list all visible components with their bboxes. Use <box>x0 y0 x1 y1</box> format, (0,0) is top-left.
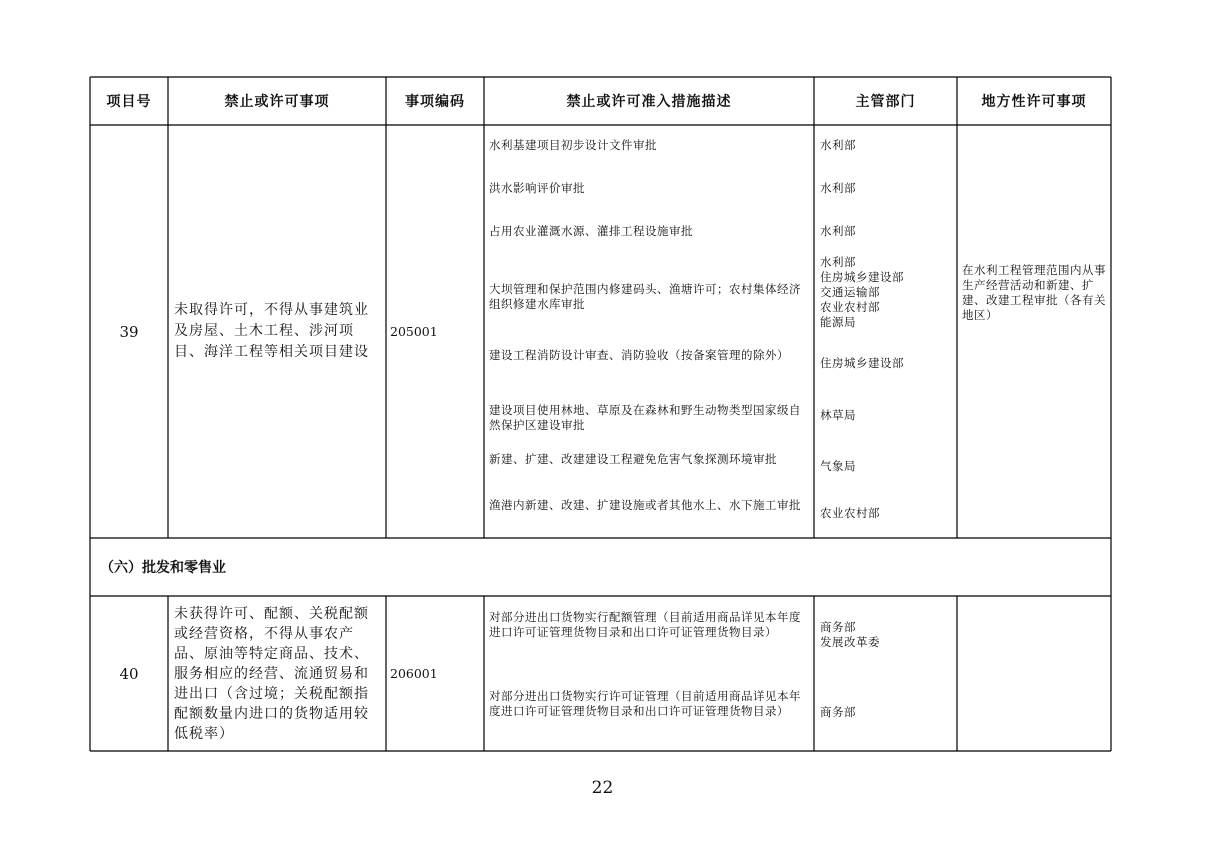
row-39-measure-2: 洪水影响评价审批 <box>489 181 585 195</box>
row-39-measure-8: 渔港内新建、改建、扩建设施或者其他水上、水下施工审批 <box>489 498 801 512</box>
row-40-measure-2: 对部分进出口货物实行许可证管理（目前适用商品详见本年度进口许可证管理货物目录和出口许可证管理货物目录） <box>489 689 801 718</box>
row-39-measure-1: 水利基建项目初步设计文件审批 <box>489 138 657 152</box>
row-40-id: 40 <box>119 664 139 683</box>
row-39-dept-4: 水利部 住房城乡建设部 交通运输部 农业农村部 能源局 <box>820 255 904 329</box>
page-number: 22 <box>591 778 614 798</box>
row-39-dept-6: 林草局 <box>820 408 856 422</box>
row-39-dept-2: 水利部 <box>820 181 856 195</box>
row-40-dept-2: 商务部 <box>820 705 856 719</box>
row-39-code: 205001 <box>390 324 438 339</box>
row-39-item-text: 未取得许可，不得从事建筑业及房屋、土木工程、涉河项目、海洋工程等相关项目建设 <box>174 302 369 360</box>
row-39-dept-3: 水利部 <box>820 224 856 238</box>
header-item: 禁止或许可事项 <box>224 94 330 110</box>
row-39-measure-5: 建设工程消防设计审查、消防验收（按备案管理的除外） <box>489 348 789 362</box>
row-39-id: 39 <box>119 322 139 341</box>
row-39-measure-4: 大坝管理和保护范围内修建码头、渔塘许可；农村集体经济组织修建水库审批 <box>489 282 801 311</box>
section-title: （六）批发和零售业 <box>100 560 226 576</box>
row-39-dept-8: 农业农村部 <box>820 506 880 520</box>
row-39-dept-7: 气象局 <box>820 459 856 473</box>
header-measure: 禁止或许可准入措施描述 <box>566 94 732 110</box>
row-39-measure-6: 建设项目使用林地、草原及在森林和野生动物类型国家级自然保护区建设审批 <box>489 403 801 432</box>
row-39-item <box>174 125 382 538</box>
row-39-dept-1: 水利部 <box>820 138 856 152</box>
row-39-measure-3: 占用农业灌溉水源、灌排工程设施审批 <box>489 224 693 238</box>
row-39-dept-5: 住房城乡建设部 <box>820 356 904 370</box>
row-39-local: 在水利工程管理范围内从事生产经营活动和新建、扩建、改建工程审批（各有关地区） <box>962 263 1106 322</box>
header-dept: 主管部门 <box>855 94 916 110</box>
row-39-measure-7: 新建、扩建、改建建设工程避免危害气象探测环境审批 <box>489 452 777 466</box>
header-code: 事项编码 <box>405 94 465 110</box>
row-40-item-text: 未获得许可、配额、关税配额或经营资格，不得从事农产品、原油等特定商品、技术、服务相应的经营、流通贸易和进出口（含过境；关税配额指配额数量内进口的货物适用较低税率） <box>174 605 369 742</box>
header-local: 地方性许可事项 <box>981 94 1087 110</box>
row-40-measure-1: 对部分进出口货物实行配额管理（目前适用商品详见本年度进口许可证管理货物目录和出口许可证管理货物目录） <box>489 610 801 639</box>
header-project-no: 项目号 <box>106 94 152 110</box>
row-40-code: 206001 <box>390 666 438 681</box>
row-40-item <box>174 596 382 751</box>
row-40-dept-1: 商务部 发展改革委 <box>820 620 880 649</box>
